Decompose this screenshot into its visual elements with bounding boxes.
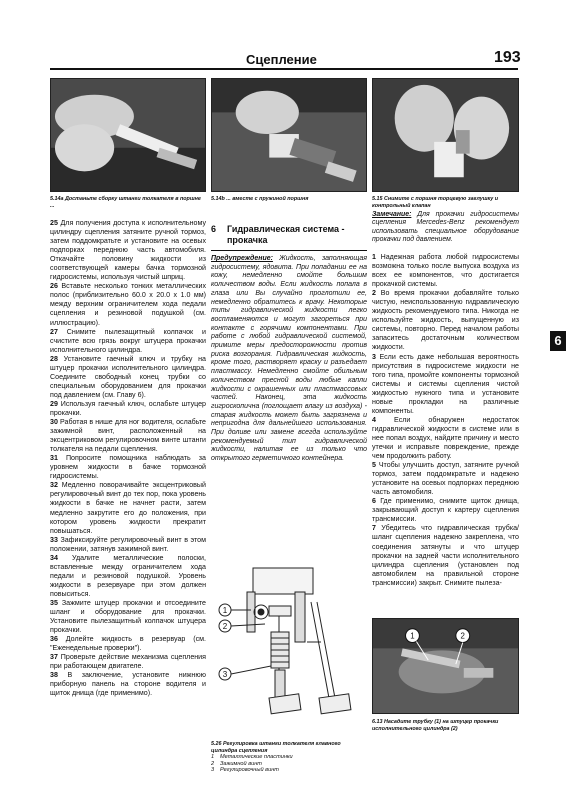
diagram-legend [211, 754, 366, 774]
paragraph [50, 355, 206, 400]
paragraph [372, 253, 519, 289]
paragraph [50, 328, 206, 355]
legend-number: 3 [211, 767, 215, 774]
paragraph [372, 524, 519, 587]
paragraph [50, 635, 206, 653]
paragraph [50, 282, 206, 327]
step-number: 5 [372, 461, 376, 470]
photo-5-15 [372, 78, 519, 192]
step-number: 1 [372, 253, 376, 261]
paragraph-text: Проверьте действие механизма сцепления при работающем двигателе. [50, 653, 206, 671]
step-number: 38 [50, 671, 58, 680]
paragraph-text: Надежная работа любой гидросистемы возможна только после выпуска воздуха из всех ее компонентов, что достигается прокачкой системы. [372, 253, 519, 289]
legend-text: Регулировочный винт [220, 767, 279, 774]
step-number: 2 [372, 289, 376, 298]
step-number: 26 [50, 282, 58, 291]
step-number: 32 [50, 481, 58, 490]
chapter-tab: 6 [550, 331, 566, 351]
section-title: Гидравлическая система - прокачка [227, 224, 345, 245]
paragraph [50, 671, 206, 698]
section-number: 6 [211, 224, 217, 234]
legend-item [211, 767, 366, 774]
page-number: 193 [494, 49, 521, 66]
paragraph-text: Где применимо, снимите щиток днища, закрывающий доступ к картеру сцепления трансмиссии. [372, 497, 519, 524]
paragraph [372, 497, 519, 524]
paragraph-text: Работая в нише для ног водителя, ослабьте зажимной винт, расположенный на эксцентриковом регулировочном винте штанги толкателя на педали сцепления. [50, 418, 206, 454]
section-heading [211, 224, 366, 250]
paragraph-text: Во время прокачки добавляйте только чистую, неиспользованную гидравлическую жидкость рекомендуемого типа. Никогда не используйте жидкость, выпущенную из системы, повторно. Перед началом работы запаситесь достаточным количеством жидкости. [372, 289, 519, 352]
paragraph [372, 353, 519, 416]
step-number: 36 [50, 635, 58, 644]
section-rule [211, 250, 367, 251]
remark-label: Замечание: [372, 211, 412, 218]
pedal-diagram [211, 562, 366, 739]
step-number: 31 [50, 454, 58, 463]
paragraph [50, 554, 206, 599]
paragraph [372, 416, 519, 461]
warning-label: Предупреждение: [211, 255, 273, 262]
step-number: 29 [50, 399, 58, 408]
step-number: 28 [50, 354, 58, 363]
photo-5-14a-caption: 5.14a Достаньте сборку штанги толкателя в поршне ... [50, 196, 201, 209]
paragraph-text: Если обнаружен недостаток гидравлической жидкости в системе или в нее попал воздух, найдите причину и место утечки и исправьте повреждение, прежде чем продолжить работу. [372, 415, 519, 461]
remark-text: Для прокачки гидросистемы сцепления Mercedes-Benz рекомендует использовать специальное оборудование прокачки под давлением. [372, 211, 519, 244]
paragraph [50, 599, 206, 635]
paragraph-text: В заключение, установите нижнюю приборную панель на стороне водителя и щиток днища (где применимо). [50, 671, 206, 698]
paragraph-text: Попросите помощника наблюдать за уровнем жидкости в бачке тормозной гидросистемы. [50, 454, 206, 481]
paragraph [50, 454, 206, 481]
paragraph-text: Используя гаечный ключ, ослабьте штуцер прокачки. [50, 399, 206, 417]
legend-item [211, 754, 366, 761]
photo-5-14a [50, 78, 206, 192]
diagram-callout-2: 2 [222, 622, 228, 631]
step-number: 3 [372, 352, 376, 361]
step-number: 25 [50, 219, 58, 227]
step-number: 4 [372, 415, 376, 424]
running-header-title: Сцепление [246, 52, 317, 67]
photo-callout-2: 2 [460, 631, 465, 641]
legend-number: 1 [211, 754, 215, 760]
step-number: 7 [372, 524, 376, 533]
step-number: 6 [372, 497, 376, 506]
step-number: 35 [50, 598, 58, 607]
diagram-caption: 5.26 Регулировка штанги толкателя главного цилиндра сцепления [211, 741, 341, 754]
paragraph-text: Медленно поворачивайте эксцентриковый регулировочный винт до тех пор, пока уровень жидкости в бачке не начнет расти, затем медленно закрутите его до положения, при котором уровень жидкости прекратит повышаться. [50, 481, 206, 535]
remark-note [372, 211, 519, 245]
warning-note [211, 255, 367, 464]
legend-number: 2 [211, 760, 215, 767]
step-number: 33 [50, 535, 58, 544]
photo-6-13 [372, 618, 519, 714]
step-number: 30 [50, 418, 58, 427]
paragraph-text: Чтобы улучшить доступ, затяните ручной тормоз, затем поддомкратьте и надежно установите на осевых подпорках переднюю часть автомобиля. [372, 461, 519, 497]
paragraph [50, 536, 206, 554]
step-number: 37 [50, 653, 58, 662]
paragraph-text: Зажмите штуцер прокачки и отсоедините шланг и оборудование для прокачки. Установите пылезащитный колпачок штуцера прокачки. [50, 598, 206, 635]
photo-6-13-caption: 6.13 Насадите трубку (1) на штуцер прокачки исполнительного цилиндра (2) [372, 719, 499, 732]
paragraph-text: Снимите пылезащитный колпачок и счистите всю грязь вокруг штуцера прокачки исполнительного цилиндра. [50, 327, 206, 354]
warning-text: Жидкость, заполняющая гидросистему, ядовита. При попадании ее на кожу, немедленно смойте большим количеством воды. Если жидкость попала в глаза или Вы случайно проглотили ее, немедленно обратитесь к врачу. Некоторые типы гидравлической жидкости легко воспламеняются и могут загореться при контакте с горячими компонентами. При работе с любой гидравлической системой, примите меры предосторожности против риска возгорания. Гидравлическая жидкость, кроме того, растворяет краску и разъедает пластмассу. Немедленно смойте обильным количеством пресной воды любые капли жидкости с окрашенных или пластмассовых частей. Наконец, эта жидкость гигроскопична (поглощает влагу из воздуха) - старая жидкость может быть загрязнена и непригодна для дальнейшего использования. При доливе или замене всегда используйте рекомендуемый тип гидравлической жидкости, налитая ее из только что открытого герметичного контейнера. [211, 255, 367, 463]
photo-callout-1: 1 [410, 631, 415, 641]
paragraph [50, 481, 206, 535]
paragraph [50, 418, 206, 454]
paragraph-text: Зафиксируйте регулировочный винт в этом положении, затянув зажимной винт. [50, 535, 206, 553]
header-rule [50, 68, 518, 70]
paragraph [50, 219, 206, 282]
diagram-callout-1: 1 [222, 606, 228, 615]
photo-5-14b [211, 78, 367, 192]
photo-5-14b-caption: 5.14b ... вместе с пружиной поршня [211, 196, 309, 202]
legend-text: Металлические пластинки [220, 754, 293, 760]
step-number: 34 [50, 553, 58, 562]
paragraph-text: Для получения доступа к исполнительному цилиндру сцепления затяните ручной тормоз, затем поддомкратьте и установите на осевых подпорках переднюю часть автомобиля. Откачайте половину жидкости из соответствующей камеры бачка тормозной гидросистемы, используя чистый шприц. [50, 219, 206, 282]
paragraph [50, 400, 206, 418]
paragraph [372, 289, 519, 352]
paragraph-text: Если есть даже небольшая вероятность присутствия в гидросистеме жидкости не того типа, промойте компоненты тормозной системы и системы сцепления чистой жидкостью нужного типа и установите новые прокладки на различные компоненты. [372, 352, 519, 415]
paragraph-text: Вставьте несколько тонких металлических полос (приблизительно 60.0 x 20.0 x 1.0 мм) между верхним ограничителем хода педали сцепления и резиновой подушкой (см. иллюстрацию). [50, 282, 206, 327]
paragraph [50, 653, 206, 671]
legend-text: Зажимной винт [220, 760, 262, 767]
paragraph-text: Удалите металлические полоски, вставленные между ограничителем хода педали и резиновой подушкой. Уровень жидкости в резервуаре при этом должен повыситься. [50, 553, 206, 598]
diagram-callout-3: 3 [222, 670, 228, 679]
paragraph-text: Долейте жидкость в резервуар (см. "Еженедельные проверки"). [50, 635, 206, 653]
left-column [50, 219, 206, 698]
paragraph [372, 461, 519, 497]
step-number: 27 [50, 327, 58, 336]
paragraph-text: Убедитесь что гидравлическая трубка/шланг сцепления надежно закреплена, что соединения затянуты и что штуцер прокачки на задней части исполнительного цилиндра сцепления (установлен под автомобилем на правильной стороне трансмиссии) закрыт. Снимите пылеза- [372, 524, 519, 587]
photo-5-15-caption: 5.15 Снимите с поршня торцевую заглушку и контрольный клапан [372, 196, 499, 209]
paragraph-text: Установите гаечный ключ и трубку на штуцер прокачки исполнительного цилиндра. Соедините свободный конец трубки со специальным оборудованием для прокачки под давлением (см. Главу 6). [50, 354, 206, 399]
right-column [372, 253, 519, 588]
